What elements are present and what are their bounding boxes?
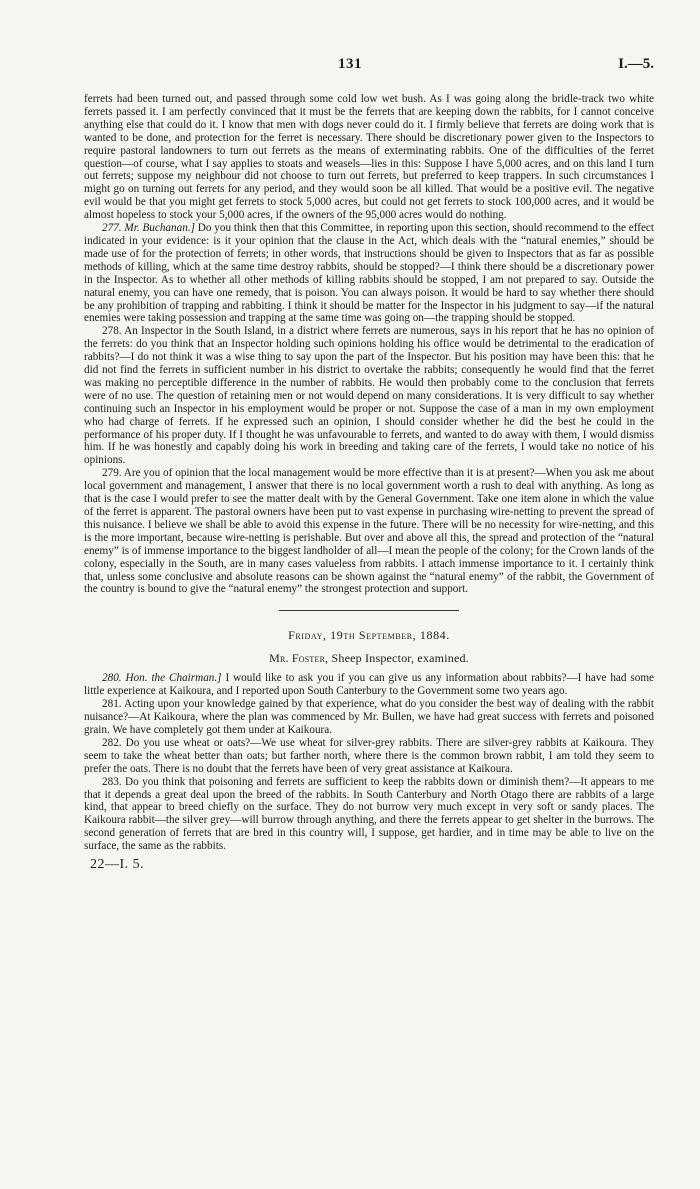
section-divider — [279, 610, 459, 611]
running-head — [0, 56, 700, 76]
paragraph-text: Are you of opinion that the local management would be more effective than it is at present?—When you ask me about local government and management, I answer that there is no local government worth a rush to deal with anything. As long as that is the case I would prefer to see the matter dealt with by the General Government. Take one item alone in which the value of the ferret is apparent. The pastoral owners have been put to vast expense in purchasing wire-netting to prevent the spread of this nuisance. I believe we shall be able to avoid this expense in the future. There will be no necessity for wire-netting, and this is the more important, because wire-netting is perishable. But over and above all this, the spread and protection of the “natural enemy” is of immense importance to the biggest landholder of all—I mean the people of the colony; for the Crown lands of the colony, especially in the South, are in many cases valueless from rabbits. I attach immense importance to it. I certainly think that, unless some conclusive and absolute reasons can be shown against the “natural enemy” of the rabbit, the Government of the country is bound to give the “natural enemy” the strongest protection and support. — [84, 467, 654, 596]
question-number: 278. — [102, 325, 122, 338]
body-text — [84, 93, 654, 873]
paper-reference: I.—5. — [618, 56, 654, 72]
question-283 — [84, 776, 654, 853]
question-278 — [84, 325, 654, 467]
paragraph-continuation — [84, 93, 654, 222]
witness-name: Mr. Foster, — [269, 651, 329, 666]
paragraph-text: Do you think then that this Committee, in reporting upon this section, should recommend to the effect indicated in your evidence: is it your opinion that the clause in the Act, which deals with the “natural enemies,” should be made use of for the protection of ferrets; in other words, that instructions should be given to Inspectors that as far as possible methods of killing, which at the same time destroy rabbits, should be stopped?—I think there should be a discretionary power in the Inspector. As to whether all other methods of killing rabbits should be stopped, I am not prepared to say. Outside the natural enemy, you can have one remedy, that is poison. You can always poison. It would be hard to say whether there should be any prohibition of trapping and rabbiting. I think it should be matter for the Inspector in his judgment to say—if the natural enemies were taking possession and trapping at the same time was going on—the trapping should be stopped. — [84, 222, 654, 325]
page-number: 131 — [338, 56, 362, 72]
paragraph-text: I would like to ask you if you can give us any information about rabbits?—I have had some little experience at Kaikoura, and I reported upon South Canterbury to the Government some two years ago. — [84, 672, 654, 698]
paragraph-text: Acting upon your knowledge gained by that experience, what do you consider the best way of dealing with the rabbit nuisance?—At Kaikoura, where the plan was commenced by Mr. Bullen, we have had great success with ferrets and poisoned grain. We have completely got them under at Kaikoura. — [84, 698, 654, 736]
witness-heading — [84, 651, 654, 666]
paragraph-text: Do you use wheat or oats?—We use wheat for silver-grey rabbits. There are silver-grey rabbits at Kaikoura. They seem to take the wheat better than oats; but farther north, where there is the common brown rabbit, I am told they seem to prefer the oats. There is no doubt that the ferrets have been of very great assistance at Kaikoura. — [84, 736, 654, 775]
question-279 — [84, 467, 654, 596]
question-number: 280. Hon. the Chairman.] — [102, 672, 222, 685]
question-number: 283. — [102, 775, 122, 788]
paragraph-text: An Inspector in the South Island, in a district where ferrets are numerous, says in his report that he has no opinion of the ferrets: do you think that an Inspector holding such opinions holding his office would be detrimental to the eradication of rabbits?—I do not think it was a wise thing to say upon the part of the Inspector. But his position may have been this: that he did not find the ferrets in sufficient number in his district to overtake the rabbits; consequently he would find that the ferret was making no perceptible difference in the number of rabbits. He would then probably come to the conclusion that ferrets were of no use. The question of retaining men or not would depend on many considerations. It is very difficult to say whether continuing such an Inspector in his employment would be proper or not. Suppose the case of a man in my own employment who had charge of ferrets. If he expressed such an opinion, I should consider whether he did the best he could in the performance of his proper duty. If I thought he was unfavourable to ferrets, and wanted to do away with them, I would dismiss him. If he was honestly and capably doing his work in breeding and taking care of the ferrets, I would take no notice of his opinions. — [84, 325, 654, 467]
question-281 — [84, 698, 654, 737]
date-heading: Friday, 19th September, 1884. — [288, 628, 450, 643]
question-number: 281. — [102, 698, 122, 711]
question-number: 277. Mr. Buchanan.] — [102, 222, 195, 235]
question-282 — [84, 737, 654, 776]
signature-mark: 22—I. 5. — [90, 857, 145, 873]
paragraph-text: Do you think that poisoning and ferrets are sufficient to keep the rabbits down or diminish them?—It appears to me that it depends a great deal upon the breed of the rabbits. In South Canterbury and North Otago there are rabbits of a large kind, that appear to breed chiefly on the surface. They do not burrow very much except in very soft or sandy places. The Kaikoura rabbit—the silver grey—will burrow through anything, and there the ferrets appear to get shelter in the burrows. The second generation of ferrets that are bred in this country will, I suppose, get hardier, and in time may be able to live on the surface, the same as the rabbits. — [84, 775, 654, 853]
question-number: 279. — [102, 467, 122, 480]
paragraph-text: ferrets had been turned out, and passed through some cold low wet bush. As I was going along the bridle-track two white ferrets passed it. I am perfectly convinced that it must be the ferrets that are keeping down the rabbits, for I cannot conceive anything else that could do it. I know that men with dogs never could do it. I firmly believe that ferrets are doing work that is wanted to be done, and protection for the ferret is necessary. There should be discretionary power given to the Inspectors to require pastoral landowners to turn out ferrets as the means of exterminating rabbits. One of the difficulties of the ferret question—of course, what I say applies to stoats and weasels—lies in this: Suppose I have 5,000 acres, and on this land I turn out ferrets; suppose my neighbour did not choose to turn out ferrets, but preferred to keep trappers. In such circumstances I might go on turning out ferrets for any period, and they would soon be all killed. That would be a positive evil. The negative evil would be that you might get ferrets to stock 5,000 acres, but could not get ferrets to stock 100,000 acres, and it would be almost hopeless to stock your 5,000 acres, if the owners of the 95,000 acres would do nothing. — [84, 93, 654, 222]
witness-role: Sheep Inspector, examined. — [328, 651, 469, 666]
question-280 — [84, 672, 654, 698]
question-number: 282. — [102, 736, 122, 749]
question-277 — [84, 222, 654, 325]
